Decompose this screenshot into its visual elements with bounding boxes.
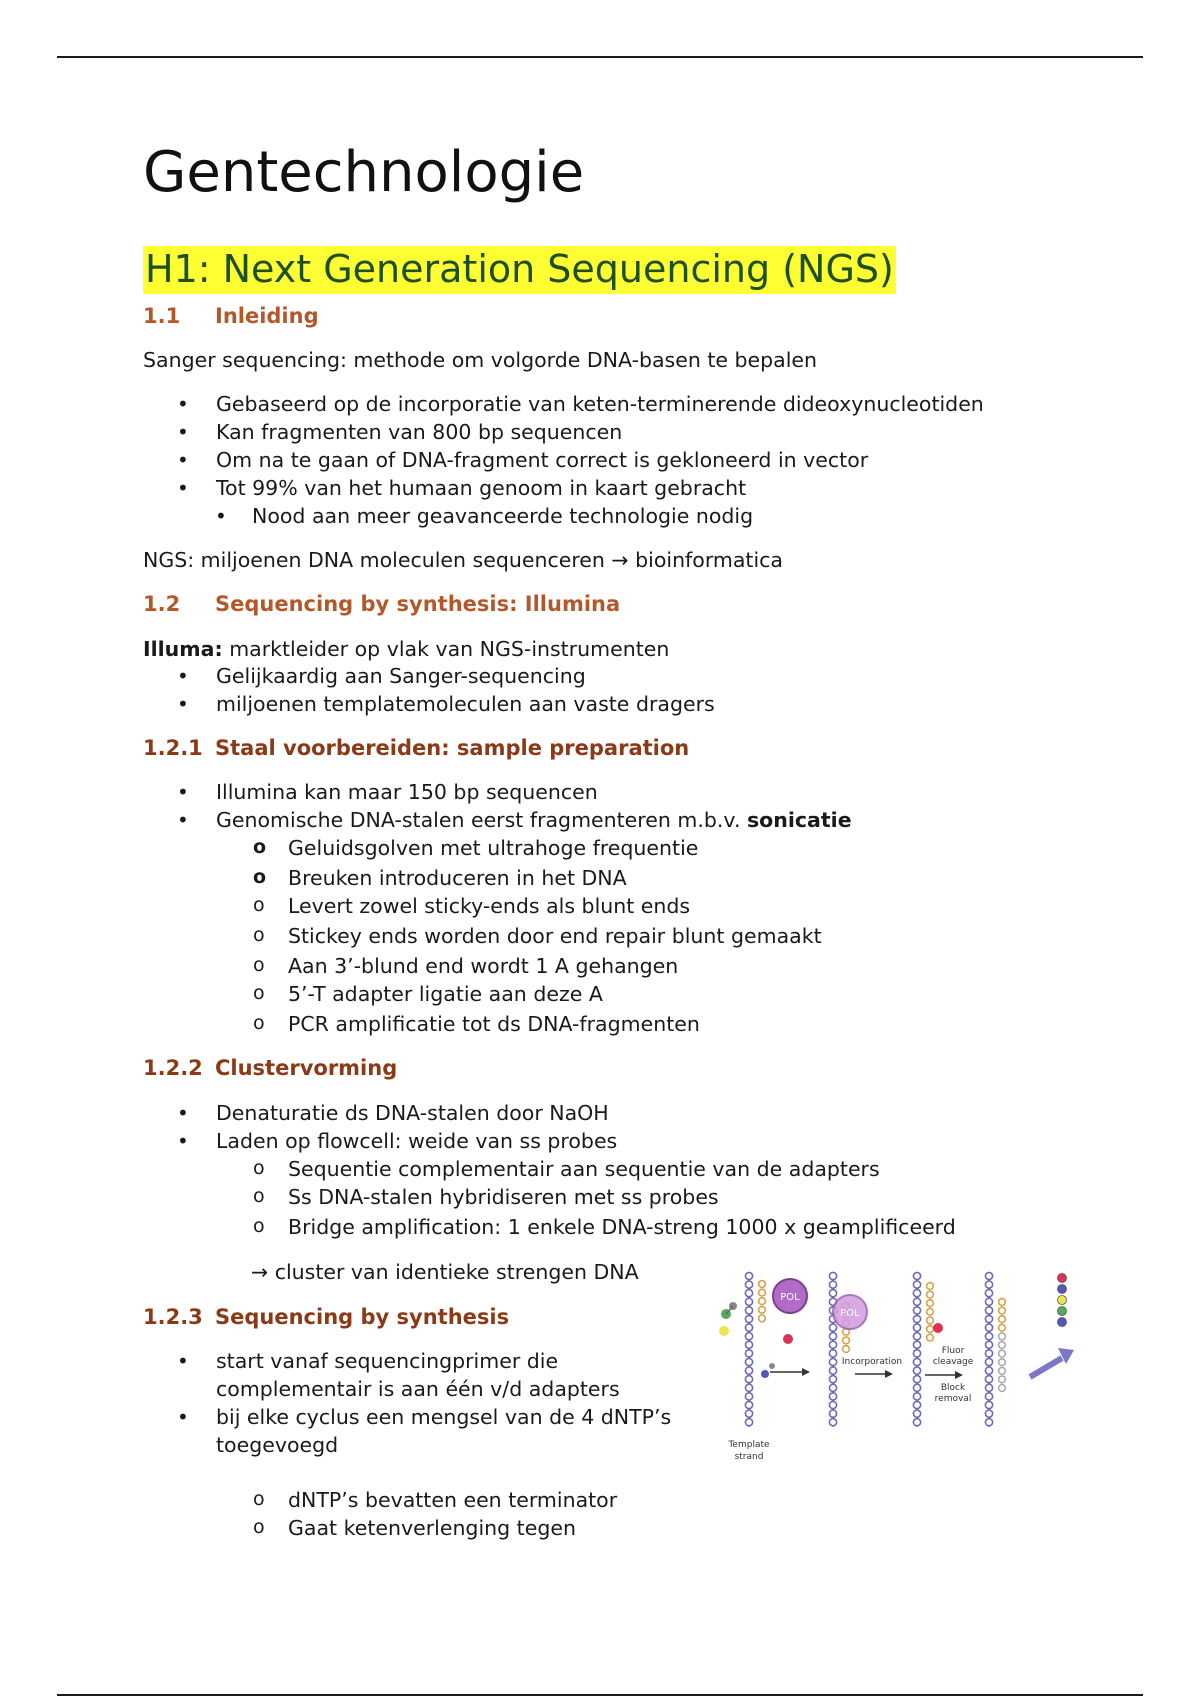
strand-base [913, 1350, 920, 1357]
strand-base [829, 1272, 836, 1279]
list-item: • Kan fragmenten van 800 bp sequencen [143, 418, 984, 446]
strand-base [913, 1401, 920, 1408]
list-subitem: o Sequentie complementair aan sequentie van de adapters [143, 1155, 956, 1183]
strand-base [913, 1367, 920, 1374]
strand-base [829, 1384, 836, 1391]
section-heading-1-2-3 [143, 1303, 509, 1331]
list-subitem: o dNTP’s bevatten een terminator [143, 1486, 617, 1514]
list-item: • start vanaf sequencingprimer die complementair is aan één v/d adapters [143, 1347, 696, 1403]
list-subitem: o Ss DNA-stalen hybridiseren met ss probes [143, 1183, 956, 1211]
strand-base [745, 1376, 752, 1383]
list-item: • bij elke cyclus een mengsel van de 4 dNTP’s toegevoegd [143, 1403, 696, 1459]
section-heading-1-2-2 [143, 1054, 397, 1082]
strand-base [913, 1298, 920, 1305]
strand-base [913, 1333, 920, 1340]
strand-base [829, 1281, 836, 1288]
list-item: • Gelijkaardig aan Sanger-sequencing [143, 662, 715, 690]
pol-label: POL [840, 1308, 860, 1319]
read-base [1058, 1285, 1067, 1294]
list-subitem: o Gaat ketenverlenging tegen [143, 1514, 617, 1542]
strand-base [745, 1272, 752, 1279]
strand-base [913, 1393, 920, 1400]
list-subitem: o Bridge amplification: 1 enkele DNA-streng 1000 x geamplificeerd [143, 1213, 956, 1241]
strand-base [745, 1410, 752, 1417]
strand-base [985, 1290, 992, 1297]
read-base [1058, 1318, 1067, 1327]
strand-base [985, 1298, 992, 1305]
incorporation-label: Incorporation [841, 1357, 903, 1367]
primer-base [759, 1289, 766, 1296]
primer-base [927, 1326, 934, 1333]
read-base [1058, 1296, 1067, 1305]
strand-base [913, 1281, 920, 1288]
primer-base [927, 1317, 934, 1324]
list-subitem: o Breuken introduceren in het DNA [143, 864, 852, 892]
strand-base [913, 1290, 920, 1297]
sbs-sublist [143, 1486, 617, 1542]
strand-base [985, 1315, 992, 1322]
list-item: • Om na te gaan of DNA-fragment correct is gekloneerd in vector [143, 446, 984, 474]
strand-base [745, 1393, 752, 1400]
strand-base [913, 1358, 920, 1365]
strand-base [829, 1290, 836, 1297]
strand-base [829, 1401, 836, 1408]
strand-base [745, 1298, 752, 1305]
strand-base [985, 1393, 992, 1400]
prep-list [143, 778, 852, 1038]
list-item: • miljoenen templatemoleculen aan vaste dragers [143, 690, 715, 718]
primer-base [759, 1315, 766, 1322]
illuma-list [143, 662, 715, 718]
strand-base [829, 1410, 836, 1417]
illuma-paragraph [143, 635, 669, 663]
strand-base [829, 1419, 836, 1426]
strand-base [829, 1358, 836, 1365]
removal-label: removal [934, 1394, 972, 1404]
pol-enzyme-1 [773, 1279, 807, 1313]
illuma-description: marktleider op vlak van NGS-instrumenten [222, 637, 670, 661]
strand-base [745, 1419, 752, 1426]
fluor-label: Fluor [941, 1346, 965, 1356]
sanger-list [143, 390, 984, 530]
strand-base [985, 1333, 992, 1340]
chapter-heading: H1: Next Generation Sequencing (NGS) [143, 246, 896, 294]
strand-base [913, 1376, 920, 1383]
primer-base [999, 1385, 1006, 1392]
strand-base [829, 1324, 836, 1331]
list-subitem: o 5’-T adapter ligatie aan deze A [143, 980, 852, 1008]
strand-base [913, 1384, 920, 1391]
list-subitem: • Nood aan meer geavanceerde technologie nodig [143, 502, 984, 530]
strand-base [913, 1419, 920, 1426]
primer-base [759, 1281, 766, 1288]
strand-base [985, 1401, 992, 1408]
primer-base [999, 1299, 1006, 1306]
strand-base [985, 1358, 992, 1365]
strand-base [829, 1393, 836, 1400]
list-item-text: Genomische DNA-stalen eerst fragmenteren m.b.v. [216, 808, 747, 832]
sbs-list [143, 1347, 696, 1459]
strand-base [745, 1384, 752, 1391]
strand-base [829, 1341, 836, 1348]
strand-base [745, 1350, 752, 1357]
strand-base [745, 1358, 752, 1365]
section-title: Clustervorming [215, 1056, 398, 1080]
list-subitem: o Aan 3’-blund end wordt 1 A gehangen [143, 952, 852, 980]
section-number: 1.2.2 [143, 1056, 203, 1080]
strand-base [745, 1307, 752, 1314]
primer-base [999, 1376, 1006, 1383]
list-item: • Laden op flowcell: weide van ss probes [143, 1127, 956, 1155]
intro-paragraph: Sanger sequencing: methode om volgorde DNA-basen te bepalen [143, 348, 818, 372]
strand-base [745, 1281, 752, 1288]
primer-base [999, 1324, 1006, 1331]
strand-base [745, 1401, 752, 1408]
strand-base [913, 1272, 920, 1279]
list-item: • Denaturatie ds DNA-stalen door NaOH [143, 1099, 956, 1127]
section-number: 1.2 [143, 592, 181, 616]
section-number: 1.2.1 [143, 736, 203, 760]
strand-base [913, 1324, 920, 1331]
pol-label: POL [780, 1292, 800, 1303]
strand-base [985, 1272, 992, 1279]
strand-base [745, 1324, 752, 1331]
strand-base [829, 1333, 836, 1340]
primer-base [843, 1346, 850, 1353]
strand-base [985, 1324, 992, 1331]
block-label: Block [940, 1383, 966, 1393]
list-subitem: o Stickey ends worden door end repair blunt gemaakt [143, 922, 852, 950]
strand-base [829, 1367, 836, 1374]
section-heading-1-2-1 [143, 734, 689, 762]
strand-base [913, 1341, 920, 1348]
strand-base [913, 1410, 920, 1417]
primer-base [759, 1298, 766, 1305]
section-title: Sequencing by synthesis [215, 1305, 510, 1329]
section-title: Inleiding [215, 304, 319, 328]
primer-base [999, 1367, 1006, 1374]
strand-base [829, 1376, 836, 1383]
strand-base [985, 1410, 992, 1417]
primer-base [927, 1291, 934, 1298]
list-item: • Tot 99% van het humaan genoom in kaart gebracht [143, 474, 984, 502]
strand-base [985, 1384, 992, 1391]
strand-base [985, 1367, 992, 1374]
strand-base [913, 1307, 920, 1314]
primer-base [759, 1306, 766, 1313]
section-number: 1.2.3 [143, 1305, 203, 1329]
primer-base [927, 1300, 934, 1307]
step-arrows [770, 1348, 1074, 1379]
primer-base [999, 1307, 1006, 1314]
section-title: Sequencing by synthesis: Illumina [215, 592, 621, 616]
list-subitem: o Geluidsgolven met ultrahoge frequentie [143, 834, 852, 862]
strand-base [985, 1419, 992, 1426]
strand-base [745, 1341, 752, 1348]
strand-base [985, 1341, 992, 1348]
list-subitem: o Levert zowel sticky-ends als blunt ends [143, 892, 852, 920]
cluster-list [143, 1099, 956, 1241]
list-subitem: o PCR amplificatie tot ds DNA-fragmenten [143, 1010, 852, 1038]
strand-base [985, 1350, 992, 1357]
primer-base [999, 1333, 1006, 1340]
strand-base [829, 1350, 836, 1357]
section-number: 1.1 [143, 304, 181, 328]
top-rule [57, 56, 1143, 58]
read-base [1058, 1307, 1067, 1316]
bottom-rule [57, 1694, 1143, 1696]
illuma-bold-term: Illuma: [143, 637, 223, 661]
strand-base [745, 1315, 752, 1322]
strand-base [985, 1307, 992, 1314]
section-heading-1-1 [143, 302, 319, 330]
strand-base [745, 1333, 752, 1340]
section-title: Staal voorbereiden: sample preparation [215, 736, 690, 760]
section-heading-1-2 [143, 590, 620, 618]
document-title: Gentechnologie [143, 140, 585, 205]
strand-base [985, 1281, 992, 1288]
list-item [143, 806, 852, 834]
sbs-diagram [700, 1262, 1100, 1472]
list-item: • Gebaseerd op de incorporatie van keten-terminerende dideoxynucleotiden [143, 390, 984, 418]
read-base [1058, 1274, 1067, 1283]
primer-base [999, 1342, 1006, 1349]
primer-base [843, 1337, 850, 1344]
primer-base [927, 1283, 934, 1290]
ngs-paragraph: NGS: miljoenen DNA moleculen sequenceren → bioinformatica [143, 548, 783, 572]
strand-base [913, 1315, 920, 1322]
primer-base [927, 1334, 934, 1341]
primer-base [999, 1359, 1006, 1366]
template-label: Template [728, 1440, 770, 1450]
primer-base [999, 1316, 1006, 1323]
cluster-result: → cluster van identieke strengen DNA [251, 1260, 639, 1284]
list-item: • Illumina kan maar 150 bp sequencen [143, 778, 852, 806]
pol-enzyme-2 [833, 1295, 867, 1329]
strand-label: strand [734, 1452, 764, 1462]
primer-base [999, 1350, 1006, 1357]
primer-base [927, 1308, 934, 1315]
strand-base [985, 1376, 992, 1383]
cleavage-label: cleavage [932, 1357, 974, 1367]
sonicatie-bold: sonicatie [746, 808, 852, 832]
strand-base [745, 1367, 752, 1374]
strand-base [745, 1290, 752, 1297]
